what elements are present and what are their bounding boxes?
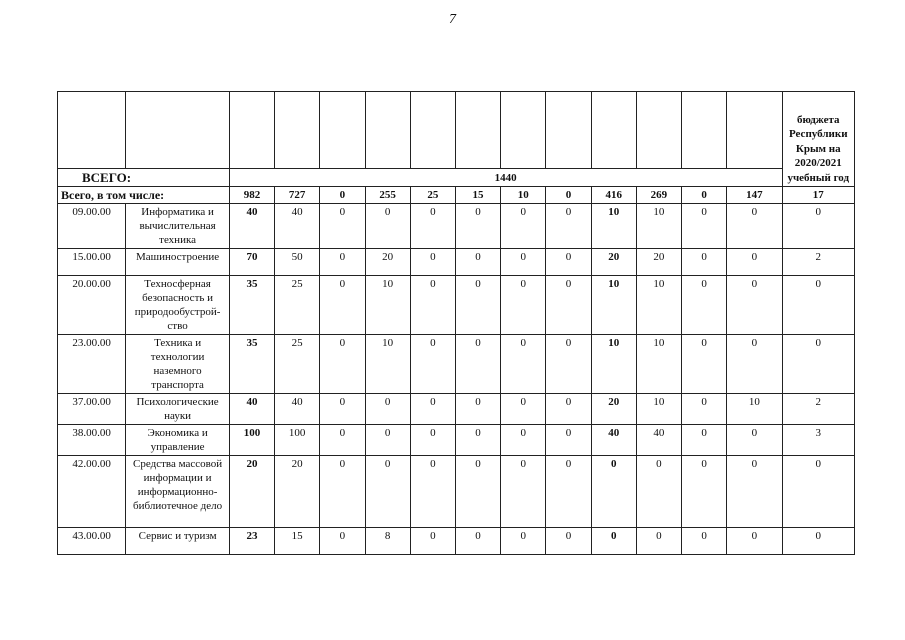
quota-value: 23 [229,528,274,555]
quota-value: 0 [591,456,636,528]
header-cell [682,92,727,169]
specialty-name: Средства массовой информации и информационно-библиотечное дело [126,456,230,528]
subtotal-value: 25 [410,187,455,204]
header-cell [501,92,546,169]
table-row [58,425,855,456]
quota-value: 0 [320,394,365,425]
admission-quota-table [57,91,855,555]
subtotal-value: 17 [782,187,854,204]
quota-value: 0 [410,528,455,555]
specialty-name: Машиностроение [126,249,230,276]
quota-value: 10 [365,335,410,394]
quota-value: 0 [682,335,727,394]
quota-value: 20 [365,249,410,276]
quota-value: 0 [365,394,410,425]
subtotal-value: 416 [591,187,636,204]
subtotal-value: 0 [320,187,365,204]
quota-value: 100 [275,425,320,456]
quota-value: 0 [501,204,546,249]
subtotal-value: 255 [365,187,410,204]
quota-value: 0 [320,425,365,456]
quota-value: 20 [275,456,320,528]
specialty-code: 20.00.00 [58,276,126,335]
quota-value: 15 [275,528,320,555]
quota-value: 0 [727,276,782,335]
table-row [58,456,855,528]
quota-value: 0 [546,456,591,528]
quota-value: 20 [591,249,636,276]
quota-value: 20 [591,394,636,425]
table-row [58,528,855,555]
quota-value: 0 [782,204,854,249]
quota-value: 10 [591,276,636,335]
quota-value: 70 [229,249,274,276]
quota-value: 0 [365,456,410,528]
quota-value: 20 [636,249,681,276]
table-row [58,394,855,425]
quota-value: 40 [275,394,320,425]
specialty-code: 23.00.00 [58,335,126,394]
quota-value: 0 [320,335,365,394]
quota-value: 0 [636,528,681,555]
quota-value: 0 [682,394,727,425]
quota-value: 0 [546,528,591,555]
quota-value: 0 [455,456,500,528]
subtotal-value: 0 [682,187,727,204]
total-value: 1440 [229,169,782,187]
header-cell [365,92,410,169]
quota-value: 100 [229,425,274,456]
quota-value: 0 [546,394,591,425]
quota-value: 40 [636,425,681,456]
quota-value: 0 [320,528,365,555]
quota-value: 0 [782,456,854,528]
specialty-code: 42.00.00 [58,456,126,528]
quota-value: 0 [410,456,455,528]
header-cell [275,92,320,169]
quota-value: 0 [546,425,591,456]
quota-value: 0 [682,249,727,276]
header-cell [727,92,782,169]
quota-value: 10 [636,276,681,335]
subtotal-value: 10 [501,187,546,204]
subtotal-value: 727 [275,187,320,204]
quota-value: 0 [410,204,455,249]
quota-value: 0 [782,528,854,555]
table-row [58,276,855,335]
quota-value: 0 [455,394,500,425]
quota-value: 0 [682,204,727,249]
quota-value: 0 [782,335,854,394]
subtotal-label: Всего, в том числе: [58,187,230,204]
quota-value: 0 [455,204,500,249]
subtotal-row [58,187,855,204]
subtotal-value: 0 [546,187,591,204]
specialty-name: Информатика и вычислительная техника [126,204,230,249]
subtotal-value: 15 [455,187,500,204]
quota-value: 0 [727,528,782,555]
quota-value: 0 [320,204,365,249]
quota-value: 0 [782,276,854,335]
header-cell [591,92,636,169]
quota-value: 0 [410,276,455,335]
quota-value: 0 [455,276,500,335]
header-cell [58,92,126,169]
quota-value: 2 [782,394,854,425]
specialty-name: Психологические науки [126,394,230,425]
header-cell [455,92,500,169]
quota-value: 0 [365,204,410,249]
quota-value: 8 [365,528,410,555]
quota-value: 0 [546,204,591,249]
quota-value: 10 [591,335,636,394]
table-row [58,249,855,276]
header-row [58,92,855,169]
header-budget-label: бюджета Республики Крым на 2020/2021 учебный год [782,92,854,187]
specialty-name: Сервис и туризм [126,528,230,555]
quota-value: 35 [229,276,274,335]
quota-value: 25 [275,276,320,335]
quota-value: 40 [275,204,320,249]
quota-value: 0 [501,335,546,394]
quota-value: 0 [682,456,727,528]
quota-value: 0 [320,249,365,276]
header-cell [636,92,681,169]
quota-value: 0 [727,425,782,456]
quota-value: 0 [455,425,500,456]
quota-value: 0 [501,528,546,555]
subtotal-value: 147 [727,187,782,204]
quota-value: 0 [320,276,365,335]
total-label: ВСЕГО: [58,169,230,187]
table-row [58,335,855,394]
header-cell [546,92,591,169]
quota-value: 40 [229,204,274,249]
quota-value: 0 [455,249,500,276]
quota-value: 10 [636,204,681,249]
subtotal-value: 269 [636,187,681,204]
quota-value: 2 [782,249,854,276]
quota-value: 0 [546,249,591,276]
quota-value: 35 [229,335,274,394]
page-number: 7 [449,12,456,27]
subtotal-value: 982 [229,187,274,204]
specialty-code: 15.00.00 [58,249,126,276]
quota-value: 0 [455,335,500,394]
quota-value: 0 [546,276,591,335]
quota-value: 3 [782,425,854,456]
quota-value: 10 [591,204,636,249]
quota-value: 0 [501,456,546,528]
specialty-name: Экономика и управление [126,425,230,456]
total-row [58,169,855,187]
specialty-name: Техносферная безопасность и природообустрой-ство [126,276,230,335]
quota-value: 0 [636,456,681,528]
quota-value: 0 [410,425,455,456]
quota-value: 10 [636,394,681,425]
quota-value: 40 [229,394,274,425]
quota-value: 0 [682,528,727,555]
quota-value: 0 [727,249,782,276]
quota-value: 25 [275,335,320,394]
quota-value: 0 [546,335,591,394]
header-cell [320,92,365,169]
quota-value: 0 [365,425,410,456]
quota-value: 0 [501,249,546,276]
quota-value: 0 [410,394,455,425]
header-cell [229,92,274,169]
quota-value: 0 [682,425,727,456]
quota-value: 10 [727,394,782,425]
quota-value: 10 [365,276,410,335]
quota-value: 0 [727,204,782,249]
specialty-code: 37.00.00 [58,394,126,425]
quota-value: 40 [591,425,636,456]
quota-value: 0 [320,456,365,528]
quota-value: 0 [727,456,782,528]
quota-value: 0 [410,249,455,276]
quota-value: 0 [501,425,546,456]
quota-value: 0 [682,276,727,335]
quota-value: 0 [591,528,636,555]
quota-value: 0 [501,276,546,335]
quota-value: 10 [636,335,681,394]
quota-value: 0 [727,335,782,394]
quota-value: 20 [229,456,274,528]
specialty-code: 09.00.00 [58,204,126,249]
quota-value: 0 [501,394,546,425]
quota-value: 0 [410,335,455,394]
specialty-code: 38.00.00 [58,425,126,456]
header-cell [410,92,455,169]
quota-value: 0 [455,528,500,555]
header-cell [126,92,230,169]
table-row [58,204,855,249]
quota-value: 50 [275,249,320,276]
specialty-name: Техника и технологии наземного транспорта [126,335,230,394]
specialty-code: 43.00.00 [58,528,126,555]
